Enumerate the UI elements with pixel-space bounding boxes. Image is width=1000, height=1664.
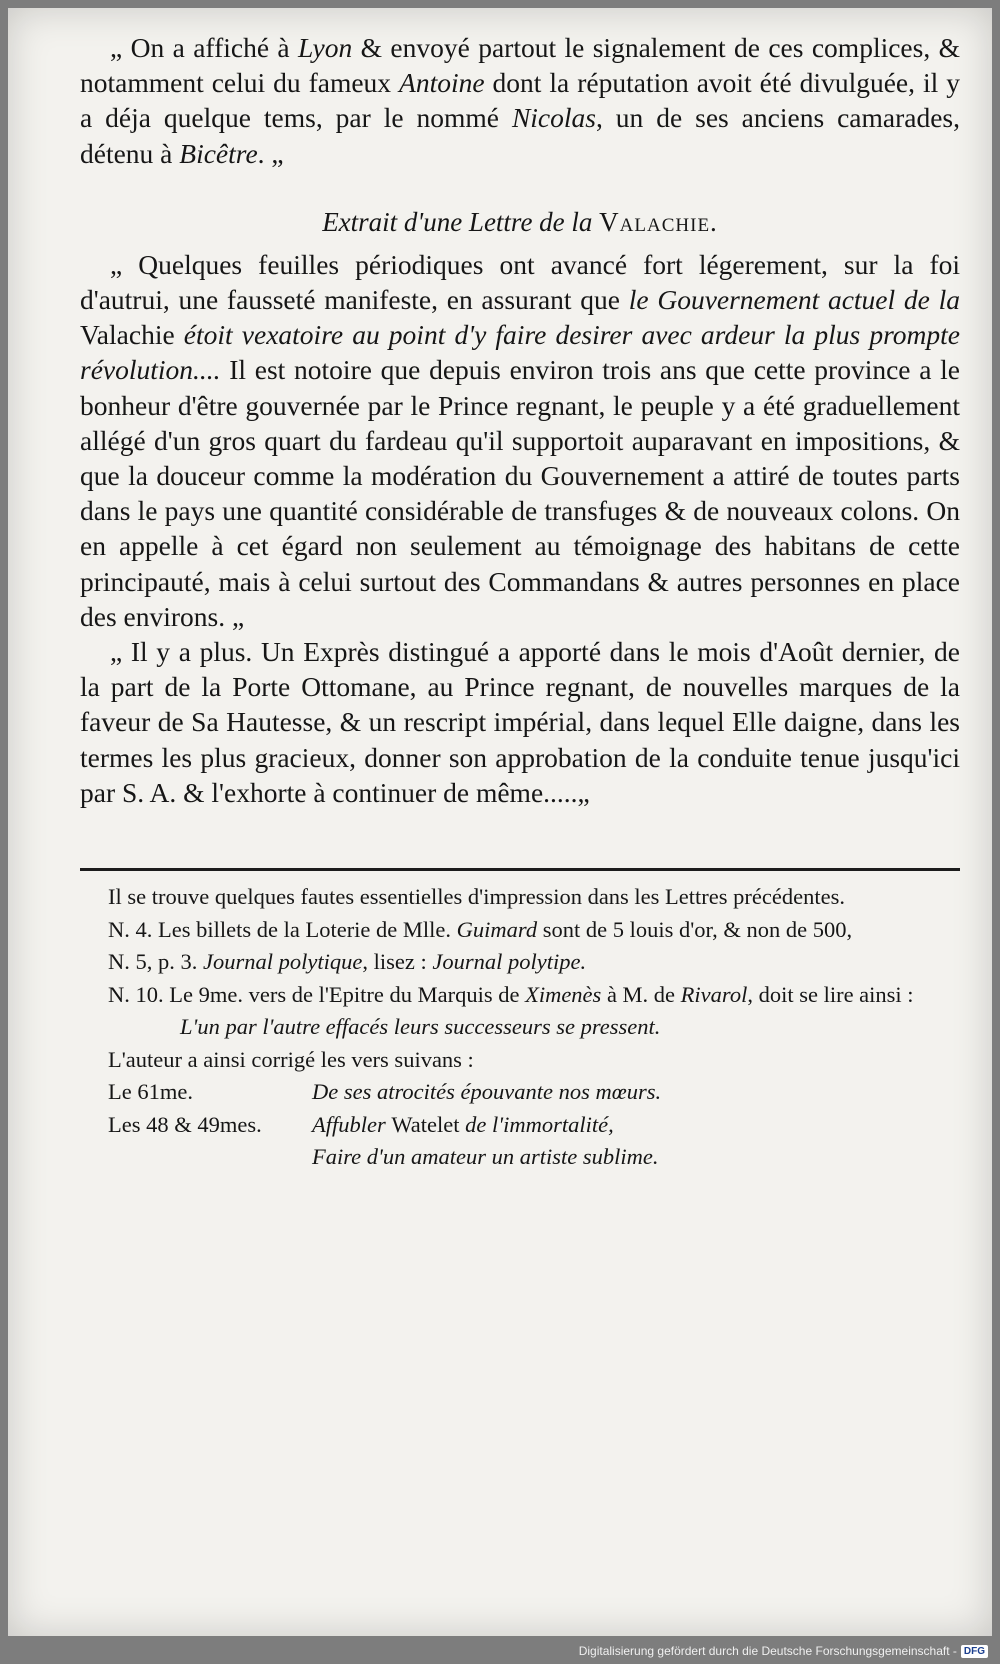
scanned-page [8, 8, 992, 1636]
paragraph-expres: „ Il y a plus. Un Exprès distingué a apporté dans le mois d'Août dernier, de la part de la Porte Ottomane, au Prince regnant, de nouvelles marques de la faveur de Sa Hautesse, & un rescript impérial, dans lequel Elle daigne, dans les termes les plus gracieux, donner son approbation de la conduite tenue jusqu'ici par S. A. & l'exhorte à continuer de même.....„ [80, 636, 960, 808]
correction-48-49 [80, 1109, 960, 1142]
funding-footer [579, 1644, 988, 1658]
correction-text: Faire d'un amateur un artiste sublime. [312, 1144, 659, 1170]
main-text [80, 30, 960, 810]
section-heading: Extrait d'une Lettre de la Valachie. [322, 206, 718, 237]
correction-text: Affubler Watelet de l'immortalité, [312, 1111, 614, 1137]
dfg-logo-icon: DFG [961, 1645, 988, 1658]
correction-label: Les 48 & 49mes. [108, 1111, 262, 1137]
errata-n5: N. 5, p. 3. Journal polytique, lisez : Journal polytipe. [108, 949, 587, 975]
paragraph-lyon: „ On a affiché à Lyon & envoyé partout le signalement de ces complices, & notamment celui du fameux Antoine dont la réputation avoit été divulguée, il y a déja quelque tems, par le nommé Nicolas, un de ses anciens camarades, détenu à Bicêtre. „ [80, 32, 961, 169]
errata-notes [80, 881, 960, 1174]
correction-48-49-line2 [80, 1141, 960, 1174]
page-content [80, 30, 960, 1174]
footer-text: Digitalisierung gefördert durch die Deutsche Forschungsgemeinschaft - [578, 1644, 957, 1658]
errata-intro: Il se trouve quelques fautes essentielles d'impression dans les Lettres précédentes. [108, 884, 845, 910]
errata-n10: N. 10. Le 9me. vers de l'Epitre du Marquis de Ximenès à M. de Rivarol, doit se lire ainsi : [108, 981, 914, 1007]
paragraph-valachie: „ Quelques feuilles périodiques ont avancé fort légerement, sur la foi d'autrui, une fausseté manifeste, en assurant que le Gouvernement actuel de la Valachie étoit vexatoire au point d'y faire desirer avec ardeur la plus prompte révolution.... Il est notoire que depuis environ trois ans que cette province a le bonheur d'être gouvernée par le Prince regnant, le peuple y a été graduellement allégé d'un gros quart du fardeau qu'il supportoit auparavant en impositions, & que la douceur comme la modération du Gouvernement a attiré de toutes parts dans le pays une quantité considérable de transfuges & de nouveaux colons. On en appelle à cet égard non seulement au témoignage des habitans de cette principauté, mais à celui surtout des Commandans & autres personnes en place des environs. „ [80, 248, 960, 632]
correction-61 [80, 1076, 960, 1109]
separator-rule [80, 868, 960, 871]
errata-verse: L'un par l'autre effacés leurs successeurs se pressent. [180, 1014, 661, 1040]
correction-label: Le 61me. [108, 1079, 193, 1105]
errata-author-line: L'auteur a ainsi corrigé les vers suivans : [108, 1046, 474, 1072]
errata-n4: N. 4. Les billets de la Loterie de Mlle. Guimard sont de 5 louis d'or, & non de 500, [108, 916, 853, 942]
correction-text: De ses atrocités épouvante nos mœurs. [312, 1079, 662, 1105]
